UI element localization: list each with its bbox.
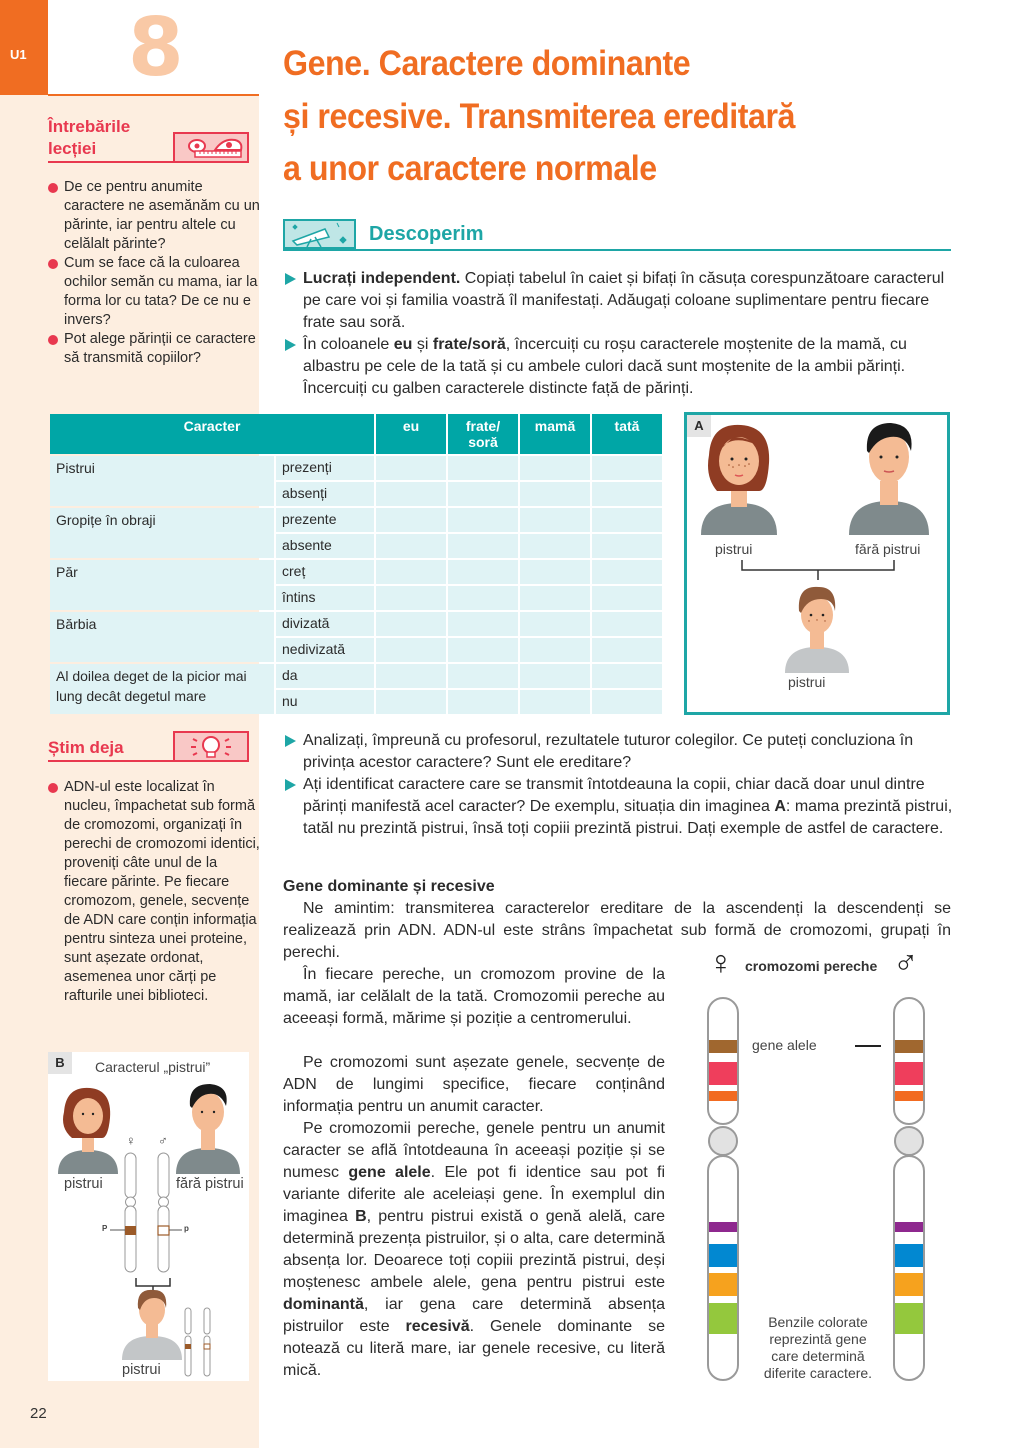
analysis-item: Analizați, împreună cu profesorul, rezultatele tuturor colegilor. Ce puteți concluziona în privința acestor caractere? Sunt ele ereditare? xyxy=(283,730,955,774)
p4-text: . Genele dominante se notează cu literă mare, iar genele recesive, cu literă mică. xyxy=(283,1318,665,1379)
figure-b-title: Caracterul „pistrui” xyxy=(95,1059,211,1075)
gene-band xyxy=(709,1062,737,1085)
female-symbol: ♀ xyxy=(708,944,734,982)
instruction-text: Copiați tabelul în caiet și bifați în căsuța corespunzătoare caracterul pe care voi și familia voastră îl manifestați. Adăugați coloane suplimentare pentru fiecare frate sau soră. xyxy=(303,270,945,331)
chromosome-figure-title: cromozomi pereche xyxy=(745,958,878,974)
table-row xyxy=(50,508,662,532)
allele-dominant-label: P xyxy=(102,1224,108,1233)
checkbox-cell[interactable] xyxy=(376,664,446,688)
trait-variant-cell: da xyxy=(276,664,374,688)
centromere xyxy=(895,1127,923,1155)
checkbox-cell[interactable] xyxy=(376,456,446,480)
instruction-item xyxy=(283,334,955,400)
header-eu: eu xyxy=(376,414,446,454)
checkbox-cell[interactable] xyxy=(592,664,662,688)
table-row xyxy=(50,560,662,584)
allele-label xyxy=(748,1037,821,1053)
questions-heading-line: Întrebările xyxy=(48,117,131,136)
checkbox-cell[interactable] xyxy=(376,482,446,506)
traits-table xyxy=(48,412,664,716)
gene-band xyxy=(895,1062,923,1085)
instruction-bold: Lucrați independent. xyxy=(303,270,461,287)
checkbox-cell[interactable] xyxy=(376,612,446,636)
checkbox-cell[interactable] xyxy=(448,560,518,584)
p4-bold: dominantă xyxy=(283,1296,364,1313)
checkbox-cell[interactable] xyxy=(592,534,662,558)
checkbox-cell[interactable] xyxy=(376,690,446,714)
gene-band xyxy=(895,1273,923,1296)
checkbox-cell[interactable] xyxy=(376,508,446,532)
chromosome-arm-long xyxy=(708,1156,738,1380)
analysis-item xyxy=(283,774,955,840)
analysis-text: Ați identificat caractere care se transmit întotdeauna la copii, chiar dacă doar unul dintre părinți manifestă acel caracter? De exemplu, situația din imaginea xyxy=(303,776,925,815)
checkbox-cell[interactable] xyxy=(592,456,662,480)
gene-band xyxy=(709,1040,737,1053)
chromosome-arm-short xyxy=(708,998,738,1124)
known-heading: Știm deja xyxy=(48,738,124,757)
gene-band xyxy=(895,1222,923,1232)
checkbox-cell[interactable] xyxy=(592,612,662,636)
family-illustration xyxy=(687,415,947,712)
discover-rule xyxy=(283,249,951,251)
figure-a-letter: A xyxy=(687,415,711,437)
checkbox-cell[interactable] xyxy=(448,612,518,636)
checkbox-cell[interactable] xyxy=(520,560,590,584)
instruction-bold: eu xyxy=(393,336,413,353)
checkbox-cell[interactable] xyxy=(448,534,518,558)
checkbox-cell[interactable] xyxy=(592,560,662,584)
checkbox-cell[interactable] xyxy=(448,586,518,610)
analysis-bold: A xyxy=(774,798,786,815)
list-item: Cum se face că la culoarea ochilor semăn cu mama, iar la forma lor cu tata? De ce nu e invers? xyxy=(48,254,260,330)
checkbox-cell[interactable] xyxy=(520,612,590,636)
checkbox-cell[interactable] xyxy=(448,482,518,506)
checkbox-cell[interactable] xyxy=(520,664,590,688)
checkbox-cell[interactable] xyxy=(376,586,446,610)
discover-instructions xyxy=(283,268,955,400)
instruction-text: și xyxy=(412,336,433,353)
checkbox-cell[interactable] xyxy=(592,690,662,714)
p4-bold: B xyxy=(355,1208,367,1225)
header-rule xyxy=(48,94,259,96)
list-item: De ce pentru anumite caractere ne asemănăm cu un părinte, iar pentru altele cu celălalt părinte? xyxy=(48,178,260,254)
checkbox-cell[interactable] xyxy=(592,508,662,532)
known-list xyxy=(48,778,260,1006)
p4-bold: gene alele xyxy=(348,1164,431,1181)
checkbox-cell[interactable] xyxy=(520,690,590,714)
telescope-icon xyxy=(283,219,356,249)
trait-variant-cell: creț xyxy=(276,560,374,584)
gene-band xyxy=(895,1091,923,1101)
father-label-b: fără pistrui xyxy=(176,1176,244,1192)
questions-list xyxy=(48,178,260,368)
gene-band xyxy=(895,1303,923,1334)
trait-variant-cell: absente xyxy=(276,534,374,558)
father-label: fără pistrui xyxy=(855,541,921,557)
checkbox-cell[interactable] xyxy=(520,638,590,662)
checkbox-cell[interactable] xyxy=(592,638,662,662)
instruction-text: , încercuiți cu roșu caracterele moștenite de la mamă, cu albastru pe cele de la tată și cu ambele culori dacă sunt moștenite de la ambii părinți. Încercuiți cu galben caracterele distincte față de părinți. xyxy=(303,336,907,397)
chromosome-arm-short xyxy=(894,998,924,1124)
table-row xyxy=(50,612,662,636)
gene-band xyxy=(709,1091,737,1101)
allele-recessive-label: p xyxy=(184,1224,189,1233)
checkbox-cell[interactable] xyxy=(376,560,446,584)
table-row xyxy=(50,664,662,688)
table-header-row xyxy=(50,414,662,454)
header-mama: mamă xyxy=(520,414,590,454)
title-line: a unor caractere normale xyxy=(283,149,657,188)
list-item: Pot alege părinții ce caractere să transmită copiilor? xyxy=(48,330,260,368)
chromosome-arm-long xyxy=(894,1156,924,1380)
chromosome-caption: Benzile colorate reprezintă gene care determină diferite caractere. xyxy=(763,1314,873,1381)
genes-heading: Gene dominante și recesive xyxy=(283,878,495,895)
header-caracter: Caracter xyxy=(50,414,374,454)
checkbox-cell[interactable] xyxy=(520,508,590,532)
checkbox-cell[interactable] xyxy=(448,508,518,532)
checkbox-cell[interactable] xyxy=(448,638,518,662)
allele-label-text: gene alele xyxy=(752,1037,817,1053)
trait-variant-cell: prezente xyxy=(276,508,374,532)
trait-name-cell: Al doilea deget de la picior mai lung decât degetul mare xyxy=(50,664,274,714)
table-row xyxy=(50,456,662,480)
page-number: 22 xyxy=(30,1405,47,1422)
gene-band xyxy=(709,1273,737,1296)
mother-label-b: pistrui xyxy=(64,1176,103,1192)
trait-variant-cell: absenți xyxy=(276,482,374,506)
figure-b-letter: B xyxy=(48,1052,72,1074)
unit-label: U1 xyxy=(10,47,27,62)
header-tata: tată xyxy=(592,414,662,454)
questions-heading-line: lecției xyxy=(48,139,97,159)
inheritance-diagram xyxy=(48,1052,249,1381)
gene-band xyxy=(895,1244,923,1267)
gene-band xyxy=(709,1303,737,1334)
unit-tab xyxy=(0,0,48,95)
mother-label: pistrui xyxy=(715,541,753,557)
checkbox-cell[interactable] xyxy=(592,482,662,506)
trait-variant-cell: divizată xyxy=(276,612,374,636)
child-figure xyxy=(785,587,849,673)
analysis-list xyxy=(283,730,955,840)
discover-heading: Descoperim xyxy=(369,223,484,245)
p4-text: . Ele pot fi identice sau pot fi variante diferite ale aceleiași gene. În exemplul din imaginea xyxy=(283,1164,666,1225)
child-label: pistrui xyxy=(788,674,826,690)
checkbox-cell[interactable] xyxy=(448,664,518,688)
questions-heading xyxy=(48,116,130,160)
header-frate-sora: frate/ soră xyxy=(448,414,518,454)
family-connector xyxy=(742,560,894,580)
page-title xyxy=(283,38,927,196)
gene-band xyxy=(709,1244,737,1267)
trait-variant-cell: nedivizată xyxy=(276,638,374,662)
p4-text: , pentru pistrui există o genă alelă, care determină prezența pistruilor, și o alta, care determină absența lor. Deoarece toți copiii prezintă pistrui, deși moștenesc ambele alele, gena pentru pistrui este xyxy=(283,1208,666,1291)
paternal-chromosome xyxy=(894,998,924,1380)
female-symbol-small: ♀ xyxy=(126,1133,136,1148)
list-item: ADN-ul este localizat în nucleu, împachetat sub formă de cromozomi, organizați în perechi de cromozomi identici, proveniți câte unul de la fiecare părinte. Pe fiecare cromozom, genele, secvențe de ADN care conțin informația pentru sinteza unei proteine, sunt așezate ordonat, asemenea unor cărți pe rafturile unei biblioteci. xyxy=(48,778,260,1006)
trait-name-cell: Pistrui xyxy=(50,456,274,506)
father-figure xyxy=(849,423,929,535)
centromere xyxy=(709,1127,737,1155)
checkbox-cell[interactable] xyxy=(520,482,590,506)
lesson-number: 8 xyxy=(128,1,184,94)
figure-a xyxy=(684,412,950,715)
male-symbol-small: ♂ xyxy=(158,1133,168,1148)
genes-paragraph-2: În fiecare pereche, un cromozom provine de la mamă, iar celălalt de la tată. Cromozomii pereche au aceeași formă, mărime și poziție a centromerului. xyxy=(283,966,665,1027)
checkbox-cell[interactable] xyxy=(520,456,590,480)
child-label-b: pistrui xyxy=(122,1362,161,1378)
lightbulb-icon xyxy=(173,731,249,762)
checkbox-cell[interactable] xyxy=(592,586,662,610)
maternal-chromosome xyxy=(708,998,738,1380)
trait-name-cell: Păr xyxy=(50,560,274,610)
trait-variant-cell: întins xyxy=(276,586,374,610)
checkbox-cell[interactable] xyxy=(376,638,446,662)
genes-paragraph-1: Ne amintim: transmiterea caracterelor ereditare de la ascendenți la descendenți se realizează prin ADN. ADN-ul este strâns împachetat sub formă de cromozomi, grupați în perechi. xyxy=(283,900,951,961)
p4-text: Pe cromozomii pereche, genele pentru un anumit caracter se află întotdeauna în aceeași poziție și se numesc xyxy=(283,1120,665,1181)
checkbox-cell[interactable] xyxy=(520,534,590,558)
trait-variant-cell: nu xyxy=(276,690,374,714)
title-line: Gene. Caractere dominante xyxy=(283,44,691,83)
checkbox-cell[interactable] xyxy=(448,690,518,714)
analysis-text: : mama prezintă pistrui, tatăl nu prezintă pistrui, însă toți copiii prezintă pistrui. Dați exemple de astfel de caractere. xyxy=(303,798,953,837)
checkbox-cell[interactable] xyxy=(448,456,518,480)
trait-name-cell: Gropițe în obraji xyxy=(50,508,274,558)
measuring-tape-icon xyxy=(173,132,249,163)
trait-name-cell: Bărbia xyxy=(50,612,274,662)
figure-b xyxy=(48,1052,249,1381)
instruction-item xyxy=(283,268,955,334)
gene-band xyxy=(709,1222,737,1232)
checkbox-cell[interactable] xyxy=(376,534,446,558)
genes-paragraph-3: Pe cromozomi sunt așezate genele, secvențe de ADN de lungimi specifice, fiecare conținând informația pentru un anumit caracter. xyxy=(283,1054,665,1115)
p4-bold: recesivă xyxy=(405,1318,470,1335)
instruction-text: În coloanele xyxy=(303,336,394,353)
checkbox-cell[interactable] xyxy=(520,586,590,610)
male-symbol: ♂ xyxy=(893,944,919,982)
mother-figure xyxy=(701,425,777,535)
title-line: și recesive. Transmiterea ereditară xyxy=(283,96,795,136)
instruction-bold: frate/soră xyxy=(432,336,506,353)
trait-variant-cell: prezenți xyxy=(276,456,374,480)
gene-band xyxy=(895,1040,923,1053)
p4-text: , iar gena care determină absența pistruilor este xyxy=(283,1296,665,1335)
genes-paragraph-4 xyxy=(283,1118,665,1382)
